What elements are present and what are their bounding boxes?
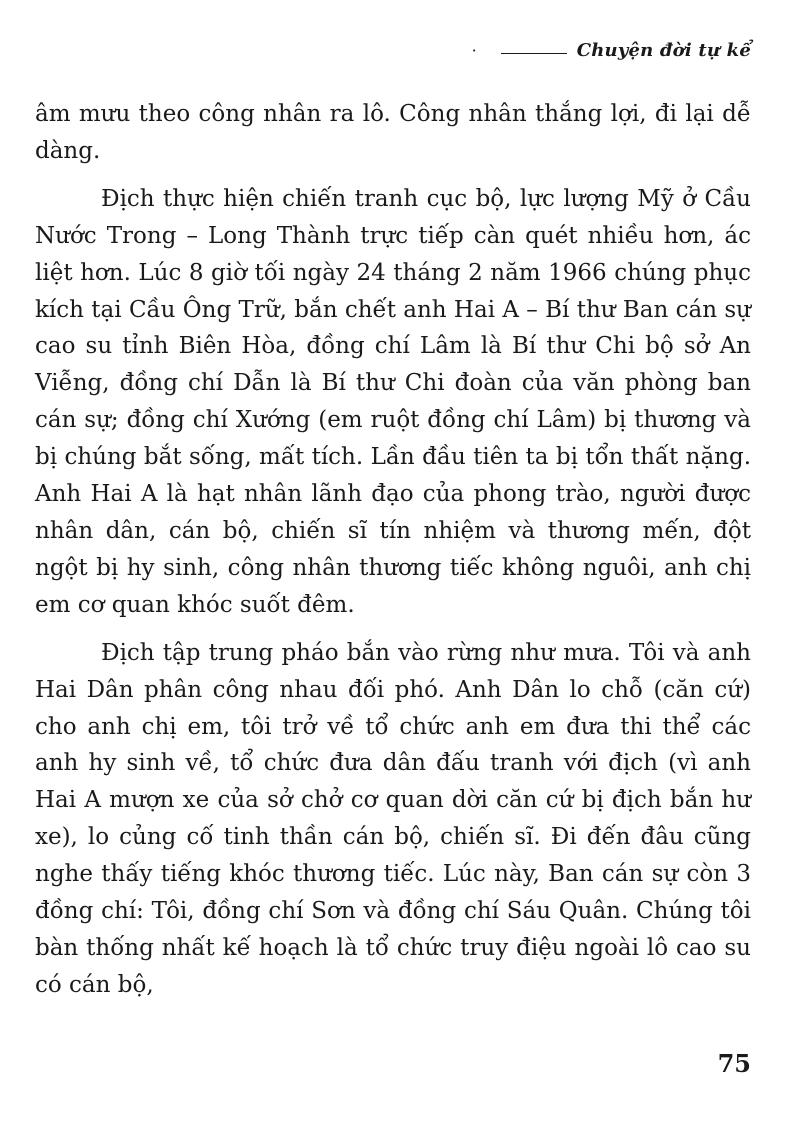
paragraph-2: Địch thực hiện chiến tranh cục bộ, lực lượng Mỹ ở Cầu Nước Trong – Long Thành trực tiếp càn quét nhiều hơn, ác liệt hơn. Lúc 8 giờ tối ngày 24 tháng 2 năm 1966 chúng phục kích tại Cầu Ông Trữ, bắn chết anh Hai A – Bí thư Ban cán sự cao su tỉnh Biên Hòa, đồng chí Lâm là Bí thư Chi bộ sở An Viễng, đồng chí Dẫn là Bí thư Chi đoàn của văn phòng ban cán sự; đồng chí Xướng (em ruột đồng chí Lâm) bị thương và bị chúng bắt sống, mất tích. Lần đầu tiên ta bị tổn thất nặng. Anh Hai A là hạt nhân lãnh đạo của phong trào, người được nhân dân, cán bộ, chiến sĩ tín nhiệm và thương mến, đột ngột bị hy sinh, công nhân thương tiếc không nguôi, anh chị em cơ quan khóc suốt đêm.	[35, 185, 751, 618]
body-text	[35, 96, 751, 1004]
paragraph-1: âm mưu theo công nhân ra lô. Công nhân thắng lợi, đi lại dễ dàng.	[35, 101, 751, 164]
running-header-title: Chuyện đời tự kể	[576, 40, 751, 61]
page-number: 75	[717, 1049, 751, 1078]
header-rule	[501, 53, 567, 54]
running-header	[472, 40, 751, 61]
header-dot: ·	[471, 40, 477, 60]
paragraph-3: Địch tập trung pháo bắn vào rừng như mưa. Tôi và anh Hai Dân phân công nhau đối phó. Anh Dân lo chỗ (căn cứ) cho anh chị em, tôi trở về tổ chức anh em đưa thi thể các anh hy sinh về, tổ chức đưa dân đấu tranh với địch (vì anh Hai A mượn xe của sở chở cơ quan dời căn cứ bị địch bắn hư xe), lo củng cố tinh thần cán bộ, chiến sĩ. Đi đến đâu cũng nghe thấy tiếng khóc thương tiếc. Lúc này, Ban cán sự còn 3 đồng chí: Tôi, đồng chí Sơn và đồng chí Sáu Quân. Chúng tôi bàn thống nhất kế hoạch là tổ chức truy điệu ngoài lô cao su có cán bộ,	[35, 639, 751, 998]
